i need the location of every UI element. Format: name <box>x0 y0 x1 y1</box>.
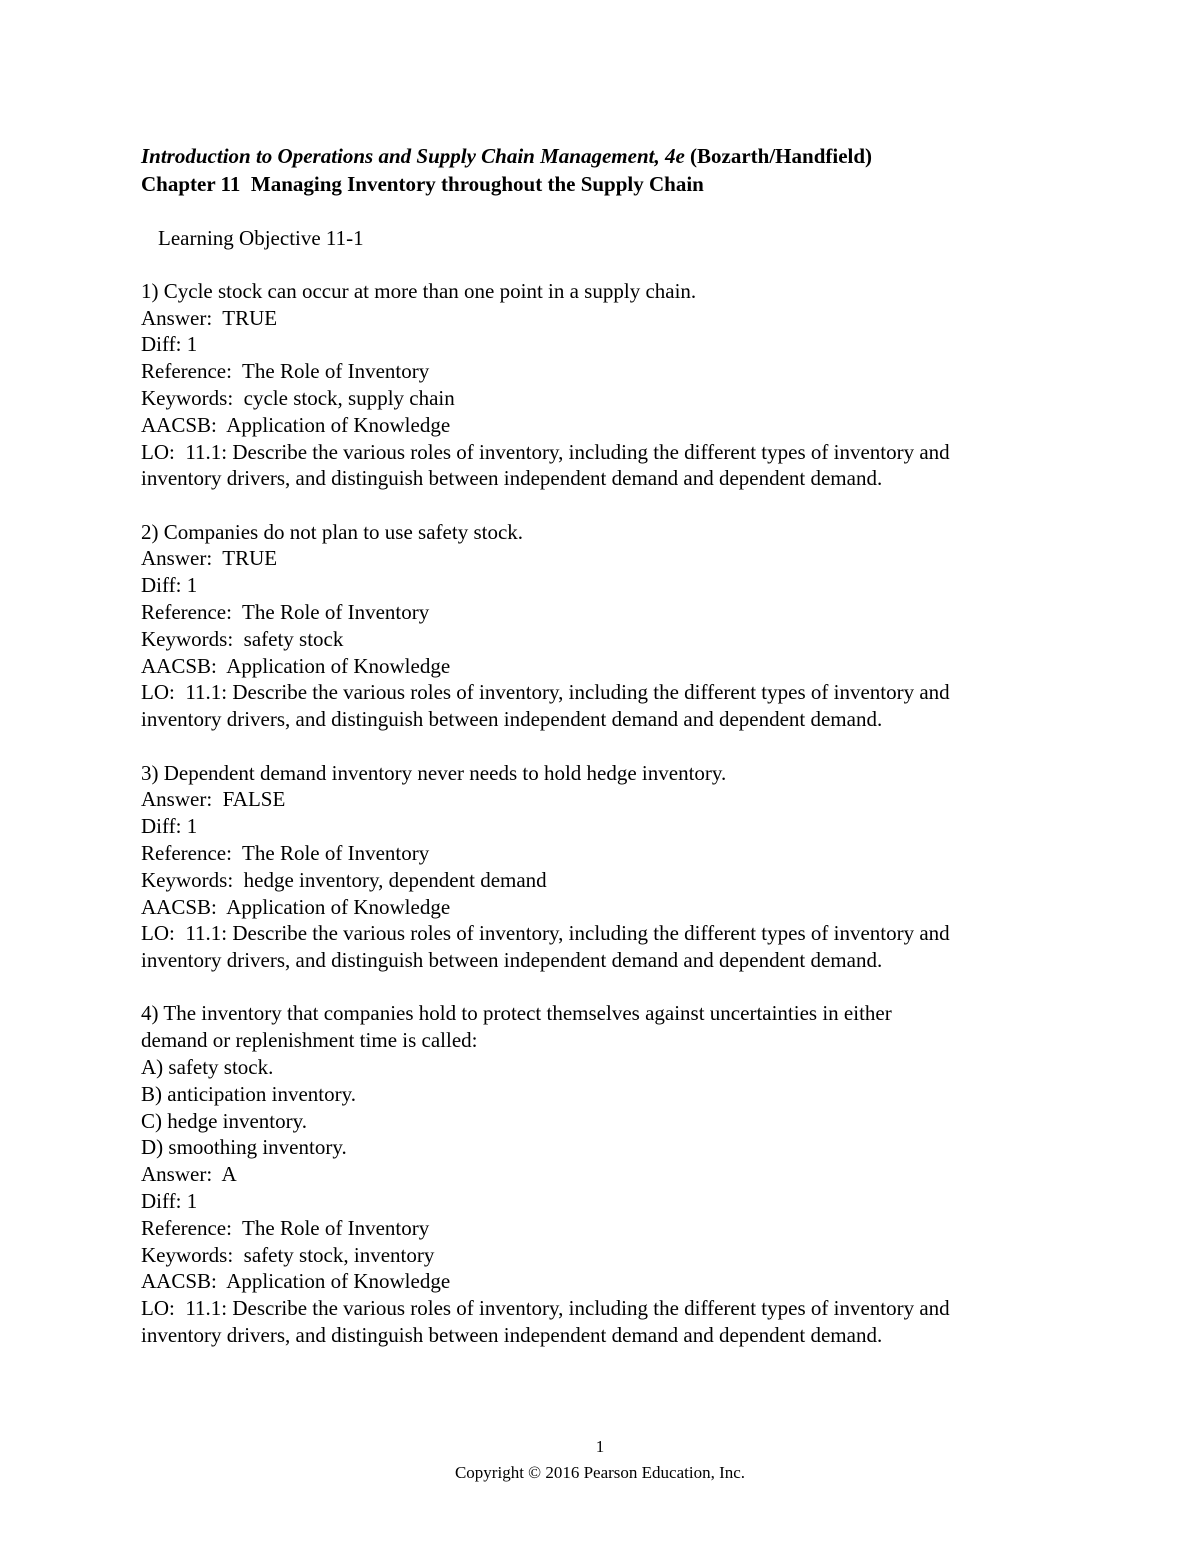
aacsb-line: AACSB: Application of Knowledge <box>141 653 451 678</box>
book-title: Introduction to Operations and Supply Chain Management, 4e <box>141 144 685 168</box>
learning-outcome-line: inventory drivers, and distinguish between independent demand and dependent demand. <box>141 948 883 973</box>
difficulty-line: Diff: 1 <box>141 573 198 598</box>
learning-outcome-line: LO: 11.1: Describe the various roles of inventory, including the different types of inventory and <box>141 680 950 705</box>
spacer <box>141 251 1081 278</box>
reference-line: Reference: The Role of Inventory <box>141 840 430 865</box>
aacsb-line: AACSB: Application of Knowledge <box>141 1269 451 1294</box>
answer-line: Answer: TRUE <box>141 305 278 330</box>
question-stem: demand or replenishment time is called: <box>141 1028 478 1053</box>
learning-outcome-line: LO: 11.1: Describe the various roles of inventory, including the different types of inventory and <box>141 1296 950 1321</box>
difficulty-line: Diff: 1 <box>141 814 198 839</box>
reference-line: Reference: The Role of Inventory <box>141 1215 430 1240</box>
document-title <box>141 142 1081 170</box>
answer-choice: C) hedge inventory. <box>141 1108 308 1133</box>
learning-outcome-line: inventory drivers, and distinguish between independent demand and dependent demand. <box>141 707 883 732</box>
chapter-heading: Chapter 11 Managing Inventory throughout the Supply Chain <box>141 172 704 196</box>
question-block <box>141 1000 1081 1348</box>
keywords-line: Keywords: hedge inventory, dependent demand <box>141 867 547 892</box>
copyright-notice: Copyright © 2016 Pearson Education, Inc. <box>454 1463 746 1482</box>
reference-line: Reference: The Role of Inventory <box>141 600 430 625</box>
spacer <box>141 492 1081 519</box>
spacer <box>141 198 1081 225</box>
keywords-line: Keywords: cycle stock, supply chain <box>141 385 455 410</box>
answer-line: Answer: A <box>141 1162 237 1187</box>
learning-outcome-line: LO: 11.1: Describe the various roles of inventory, including the different types of inventory and <box>141 921 950 946</box>
book-authors: (Bozarth/Handfield) <box>684 144 873 168</box>
answer-choice: B) anticipation inventory. <box>141 1081 357 1106</box>
answer-line: Answer: TRUE <box>141 546 278 571</box>
difficulty-line: Diff: 1 <box>141 332 198 357</box>
question-block <box>141 519 1081 733</box>
spacer <box>141 974 1081 1001</box>
spacer <box>141 733 1081 760</box>
question-list <box>141 278 1081 1349</box>
question-stem: 1) Cycle stock can occur at more than one point in a supply chain. <box>141 278 697 303</box>
aacsb-line: AACSB: Application of Knowledge <box>141 412 451 437</box>
keywords-line: Keywords: safety stock <box>141 626 344 651</box>
page-number: 1 <box>595 1437 605 1456</box>
learning-outcome-line: inventory drivers, and distinguish between independent demand and dependent demand. <box>141 466 883 491</box>
question-block <box>141 760 1081 974</box>
reference-line: Reference: The Role of Inventory <box>141 359 430 384</box>
aacsb-line: AACSB: Application of Knowledge <box>141 894 451 919</box>
answer-choice: A) safety stock. <box>141 1055 274 1080</box>
question-stem: 2) Companies do not plan to use safety stock. <box>141 519 524 544</box>
learning-outcome-line: inventory drivers, and distinguish between independent demand and dependent demand. <box>141 1322 883 1347</box>
question-stem: 4) The inventory that companies hold to protect themselves against uncertainties in either <box>141 1001 892 1026</box>
answer-line: Answer: FALSE <box>141 787 286 812</box>
document-page <box>141 142 1081 1349</box>
learning-outcome-line: LO: 11.1: Describe the various roles of inventory, including the different types of inventory and <box>141 439 950 464</box>
difficulty-line: Diff: 1 <box>141 1189 198 1213</box>
answer-choice: D) smoothing inventory. <box>141 1135 347 1160</box>
question-stem: 3) Dependent demand inventory never needs to hold hedge inventory. <box>141 760 727 785</box>
keywords-line: Keywords: safety stock, inventory <box>141 1242 435 1267</box>
question-block <box>141 278 1081 492</box>
learning-objective: Learning Objective 11-1 <box>158 225 364 250</box>
